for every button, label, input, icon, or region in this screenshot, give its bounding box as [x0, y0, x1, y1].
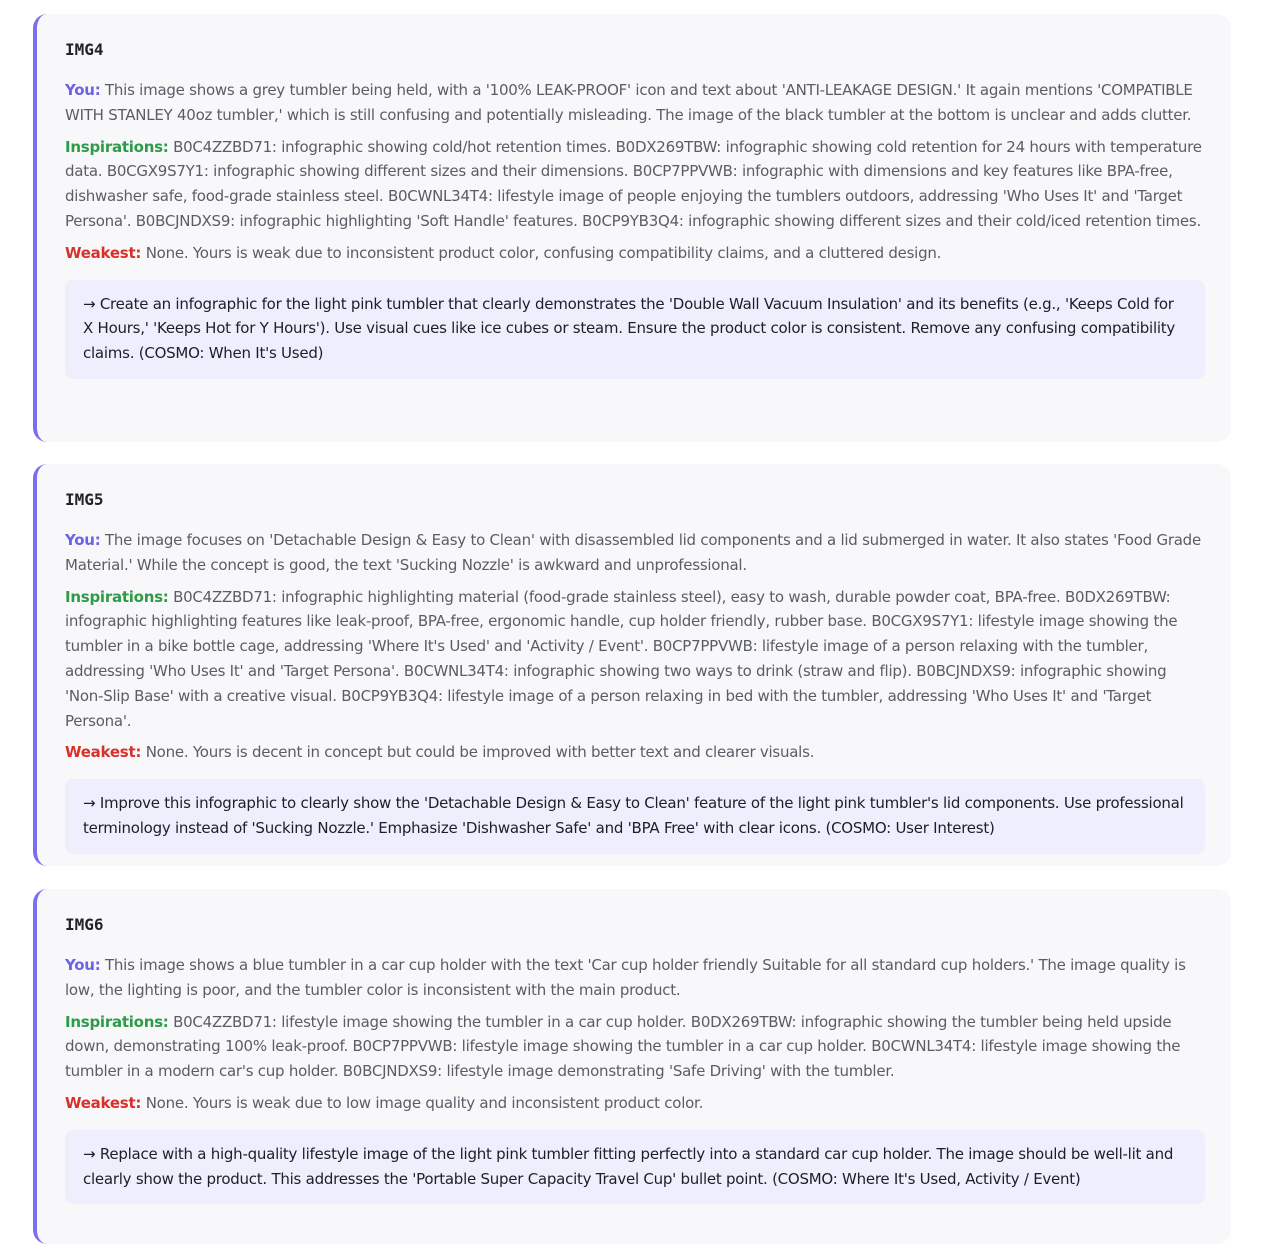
- weakest-paragraph: [65, 1091, 1205, 1116]
- card-title: IMG6: [65, 915, 104, 934]
- inspirations-paragraph: [65, 135, 1205, 234]
- card-title: IMG5: [65, 490, 104, 509]
- weakest-text: None. Yours is decent in concept but could be improved with better text and clearer visuals.: [145, 743, 815, 762]
- weakest-paragraph: [65, 740, 1205, 765]
- weakest-text: None. Yours is weak due to low image quality and inconsistent product color.: [145, 1093, 704, 1112]
- image-review-card: [33, 464, 1231, 866]
- weakest-label: Weakest:: [65, 243, 142, 262]
- card-title: IMG4: [65, 40, 104, 59]
- you-label: You:: [65, 531, 101, 549]
- you-paragraph: [65, 953, 1205, 1003]
- inspirations-text: B0C4ZZBD71: infographic highlighting material (food-grade stainless steel), easy to wash, durable powder coat, BPA-free. B0DX269TBW: infographic highlighting features like leak-proof, BPA-free, ergonomic handle, cup holder friendly, rubber base. B0CGX9S7Y1: lifestyle image showing the tumbler in a bike bottle cage, addressing 'Where It's Used' and 'Activity / Event'. B0CP7PPVWB: lifestyle image of a person relaxing with the tumbler, addressing 'Who Uses It' and 'Target Persona'. B0CWNL34T4: infographic showing two ways to drink (straw and flip). B0BCJNDXS9: infographic showing 'Non-Slip Base' with a creative visual. B0CP9YB3Q4: lifestyle image of a person relaxing in bed with the tumbler, addressing 'Who Uses It' and 'Target Persona'.: [65, 587, 1178, 730]
- inspirations-label: Inspirations:: [65, 1012, 169, 1031]
- you-label: You:: [65, 81, 101, 99]
- weakest-label: Weakest:: [65, 1093, 142, 1112]
- you-label: You:: [65, 956, 101, 974]
- recommendation-box: → Improve this infographic to clearly show the 'Detachable Design & Easy to Clean' feature of the light pink tumbler's lid components. Use professional terminology instead of 'Sucking Nozzle.' Emphasize 'Dishwasher Safe' and 'BPA Free' with clear icons. (COSMO: User Interest): [65, 779, 1205, 854]
- inspirations-label: Inspirations:: [65, 587, 169, 606]
- inspirations-label: Inspirations:: [65, 137, 169, 156]
- inspirations-paragraph: [65, 1010, 1205, 1084]
- image-review-card: [33, 889, 1231, 1244]
- you-paragraph: [65, 528, 1205, 578]
- you-paragraph: [65, 78, 1205, 128]
- weakest-label: Weakest:: [65, 743, 142, 762]
- you-text: This image shows a blue tumbler in a car cup holder with the text 'Car cup holder friendly Suitable for all standard cup holders.' The image quality is low, the lighting is poor, and the tumbler color is inconsistent with the main product.: [65, 956, 1186, 999]
- you-text: This image shows a grey tumbler being held, with a '100% LEAK-PROOF' icon and text about 'ANTI-LEAKAGE DESIGN.' It again mentions 'COMPATIBLE WITH STANLEY 40oz tumbler,' which is still confusing and potentially misleading. The image of the black tumbler at the bottom is unclear and adds clutter.: [65, 81, 1193, 124]
- inspirations-paragraph: [65, 585, 1205, 734]
- you-text: The image focuses on 'Detachable Design & Easy to Clean' with disassembled lid components and a lid submerged in water. It also states 'Food Grade Material.' While the concept is good, the text 'Sucking Nozzle' is awkward and unprofessional.: [65, 531, 1201, 574]
- recommendation-box: → Replace with a high-quality lifestyle image of the light pink tumbler fitting perfectly into a standard car cup holder. The image should be well-lit and clearly show the product. This addresses the 'Portable Super Capacity Travel Cup' bullet point. (COSMO: Where It's Used, Activity / Event): [65, 1130, 1205, 1205]
- inspirations-text: B0C4ZZBD71: lifestyle image showing the tumbler in a car cup holder. B0DX269TBW: infographic showing the tumbler being held upside down, demonstrating 100% leak-proof. B0CP7PPVWB: lifestyle image showing the tumbler in a car cup holder. B0CWNL34T4: lifestyle image showing the tumbler in a modern car's cup holder. B0BCJNDXS9: lifestyle image demonstrating 'Safe Driving' with the tumbler.: [65, 1012, 1181, 1081]
- recommendation-box: → Create an infographic for the light pink tumbler that clearly demonstrates the 'Double Wall Vacuum Insulation' and its benefits (e.g., 'Keeps Cold for X Hours,' 'Keeps Hot for Y Hours'). Use visual cues like ice cubes or steam. Ensure the product color is consistent. Remove any confusing compatibility claims. (COSMO: When It's Used): [65, 280, 1205, 379]
- weakest-paragraph: [65, 241, 1205, 266]
- weakest-text: None. Yours is weak due to inconsistent product color, confusing compatibility claims, and a cluttered design.: [145, 243, 942, 262]
- image-review-card: [33, 14, 1231, 442]
- inspirations-text: B0C4ZZBD71: infographic showing cold/hot retention times. B0DX269TBW: infographic showing cold retention for 24 hours with temperature data. B0CGX9S7Y1: infographic showing different sizes and their dimensions. B0CP7PPVWB: infographic with dimensions and key features like BPA-free, dishwasher safe, food-grade stainless steel. B0CWNL34T4: lifestyle image of people enjoying the tumblers outdoors, addressing 'Who Uses It' and 'Target Persona'. B0BCJNDXS9: infographic highlighting 'Soft Handle' features. B0CP9YB3Q4: infographic showing different sizes and their cold/iced retention times.: [65, 137, 1202, 230]
